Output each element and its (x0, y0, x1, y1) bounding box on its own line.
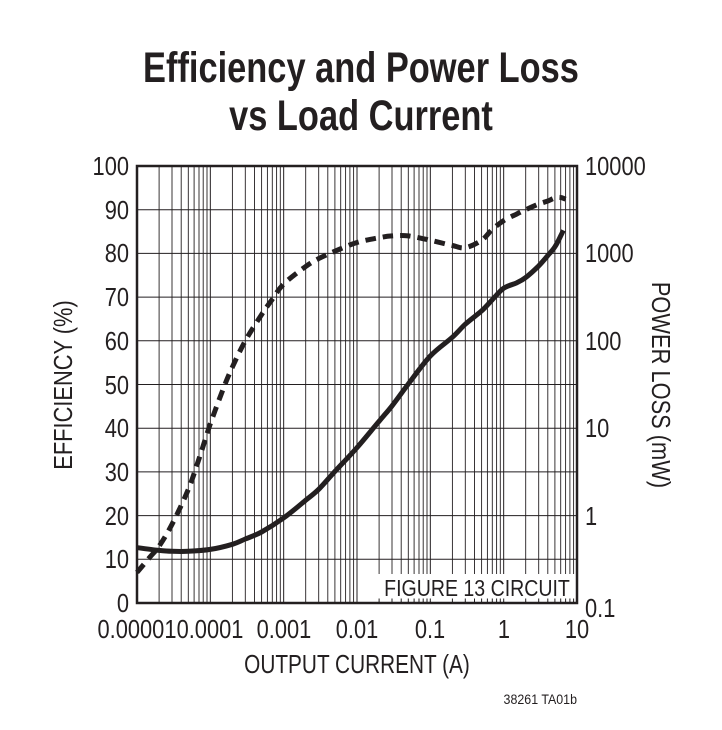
y-right-tick-label: 10 (585, 413, 610, 444)
x-tick-label: 0.00001 (97, 614, 177, 644)
output-current-axis-label: OUTPUT CURRENT (A) (244, 649, 470, 679)
x-tick-label: 10 (564, 614, 590, 644)
part-number-note: 38261 TA01b (503, 692, 577, 707)
x-tick-label: 1 (497, 614, 510, 644)
y-left-tick-label: 90 (104, 194, 129, 225)
y-left-tick-label: 80 (104, 238, 129, 269)
y-left-tick-label: 40 (104, 413, 129, 444)
x-tick-label: 0.0001 (176, 614, 244, 644)
chart-title-line-2: vs Load Current (229, 92, 493, 140)
grid-lines (137, 166, 577, 603)
x-tick-label: 0.1 (415, 614, 446, 644)
power-loss-axis-label: POWER LOSS (mW) (646, 281, 676, 489)
efficiency-axis-label: EFFICIENCY (%) (48, 300, 78, 470)
x-tick-label: 0.001 (256, 614, 311, 644)
y-right-tick-label: 10000 (585, 151, 646, 181)
y-right-tick-label: 100 (585, 325, 622, 356)
y-left-tick-label: 20 (104, 500, 129, 531)
y-left-tick-label: 70 (104, 282, 129, 313)
y-left-tick-label: 100 (92, 151, 129, 181)
y-left-tick-label: 0 (116, 588, 129, 618)
y-left-tick-label: 30 (104, 456, 129, 487)
y-right-tick-label: 0.1 (585, 593, 616, 623)
figure-circuit-label: FIGURE 13 CIRCUIT (384, 575, 570, 601)
y-left-tick-label: 60 (104, 325, 129, 356)
chart-title-line-1: Efficiency and Power Loss (143, 44, 579, 92)
y-right-tick-label: 1 (585, 500, 598, 531)
y-left-tick-label: 10 (104, 544, 129, 575)
x-tick-label: 0.01 (335, 614, 379, 644)
y-left-tick-label: 50 (104, 369, 129, 400)
y-right-tick-label: 1000 (585, 238, 634, 269)
